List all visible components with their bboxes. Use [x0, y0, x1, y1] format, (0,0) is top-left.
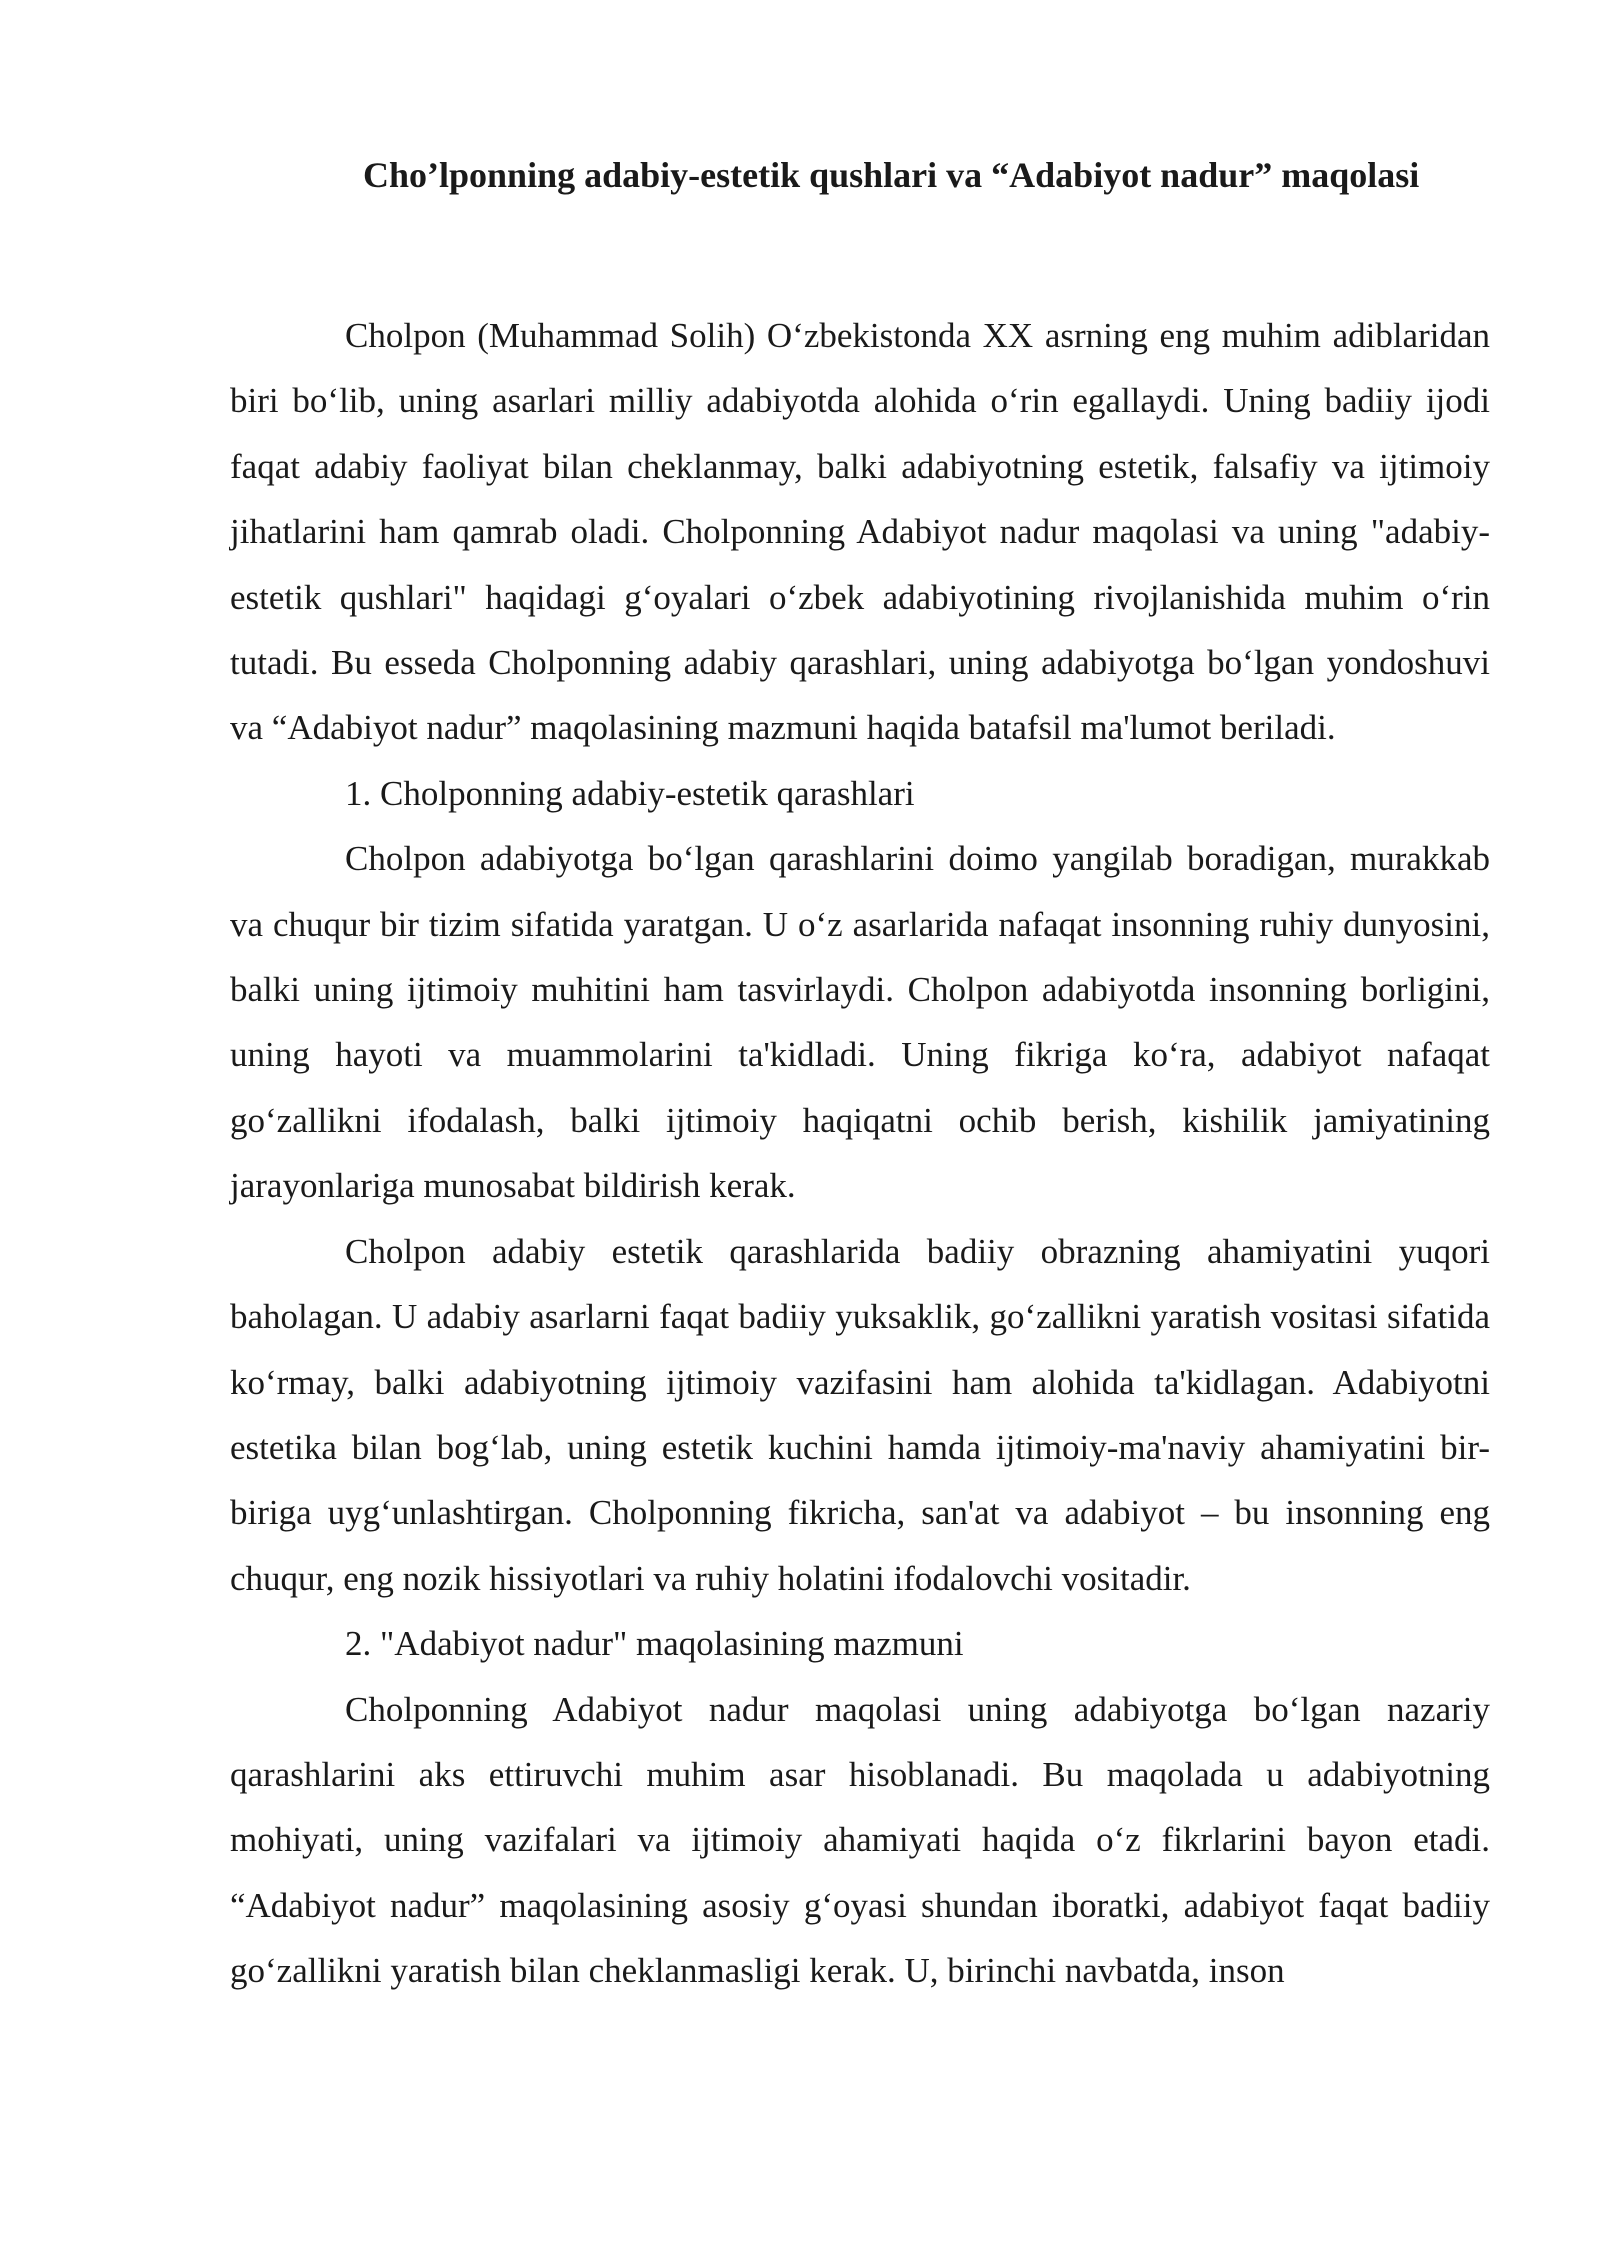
document-page	[230, 0, 1490, 2004]
paragraph-views: Cholpon adabiyotga bo‘lgan qarashlarini doimo yangilab boradigan, murakkab va chuqur bir tizim sifatida yaratgan. U o‘z asarlarida nafaqat insonning ruhiy dunyosini, balki uning ijtimoiy muhitini ham tasvirlaydi. Cholpon adabiyotda insonning borligini, uning hayoti va muammolarini ta'kidladi. Uning fikriga ko‘ra, adabiyot nafaqat go‘zallikni ifodalash, balki ijtimoiy haqiqatni ochib berish, kishilik jamiyatining jarayonlariga munosabat bildirish kerak.	[230, 839, 1490, 1206]
document-title: Cho’lponning adabiy-estetik qushlari va “Adabiyot nadur” maqolasi	[363, 155, 1420, 195]
paragraph-aesthetics: Cholpon adabiy estetik qarashlarida badiiy obrazning ahamiyatini yuqori baholagan. U adabiy asarlarni faqat badiiy yuksaklik, go‘zallikni yaratish vositasi sifatida ko‘rmay, balki adabiyotning ijtimoiy vazifasini ham alohida ta'kidlagan. Adabiyotni estetika bilan bog‘lab, uning estetik kuchini hamda ijtimoiy-ma'naviy ahamiyatini bir-biriga uyg‘unlashtirgan. Cholponning fikricha, san'at va adabiyot – bu insonning eng chuqur, eng nozik hissiyotlari va ruhiy holatini ifodalovchi vositadir.	[230, 1231, 1490, 1598]
section-heading-2: 2. "Adabiyot nadur" maqolasining mazmuni	[345, 1624, 964, 1664]
section-heading-1: 1. Cholponning adabiy-estetik qarashlari	[345, 773, 915, 813]
paragraph-article: Cholponning Adabiyot nadur maqolasi uning adabiyotga bo‘lgan nazariy qarashlarini aks ettiruvchi muhim asar hisoblanadi. Bu maqolada u adabiyotning mohiyati, uning vazifalari va ijtimoiy ahamiyati haqida o‘z fikrlarini bayon etadi. “Adabiyot nadur” maqolasining asosiy g‘oyasi shundan iboratki, adabiyot faqat badiiy go‘zallikni yaratish bilan cheklanmasligi kerak. U, birinchi navbatda, inson	[230, 1689, 1490, 1991]
document-body	[230, 303, 1490, 2004]
paragraph-intro: Cholpon (Muhammad Solih) O‘zbekistonda XX asrning eng muhim adiblaridan biri bo‘lib, uning asarlari milliy adabiyotda alohida o‘rin egallaydi. Uning badiiy ijodi faqat adabiy faoliyat bilan cheklanmay, balki adabiyotning estetik, falsafiy va ijtimoiy jihatlarini ham qamrab oladi. Cholponning Adabiyot nadur maqolasi va uning "adabiy-estetik qushlari" haqidagi g‘oyalari o‘zbek adabiyotining rivojlanishida muhim o‘rin tutadi. Bu esseda Cholponning adabiy qarashlari, uning adabiyotga bo‘lgan yondoshuvi va “Adabiyot nadur” maqolasining mazmuni haqida batafsil ma'lumot beriladi.	[230, 316, 1490, 748]
